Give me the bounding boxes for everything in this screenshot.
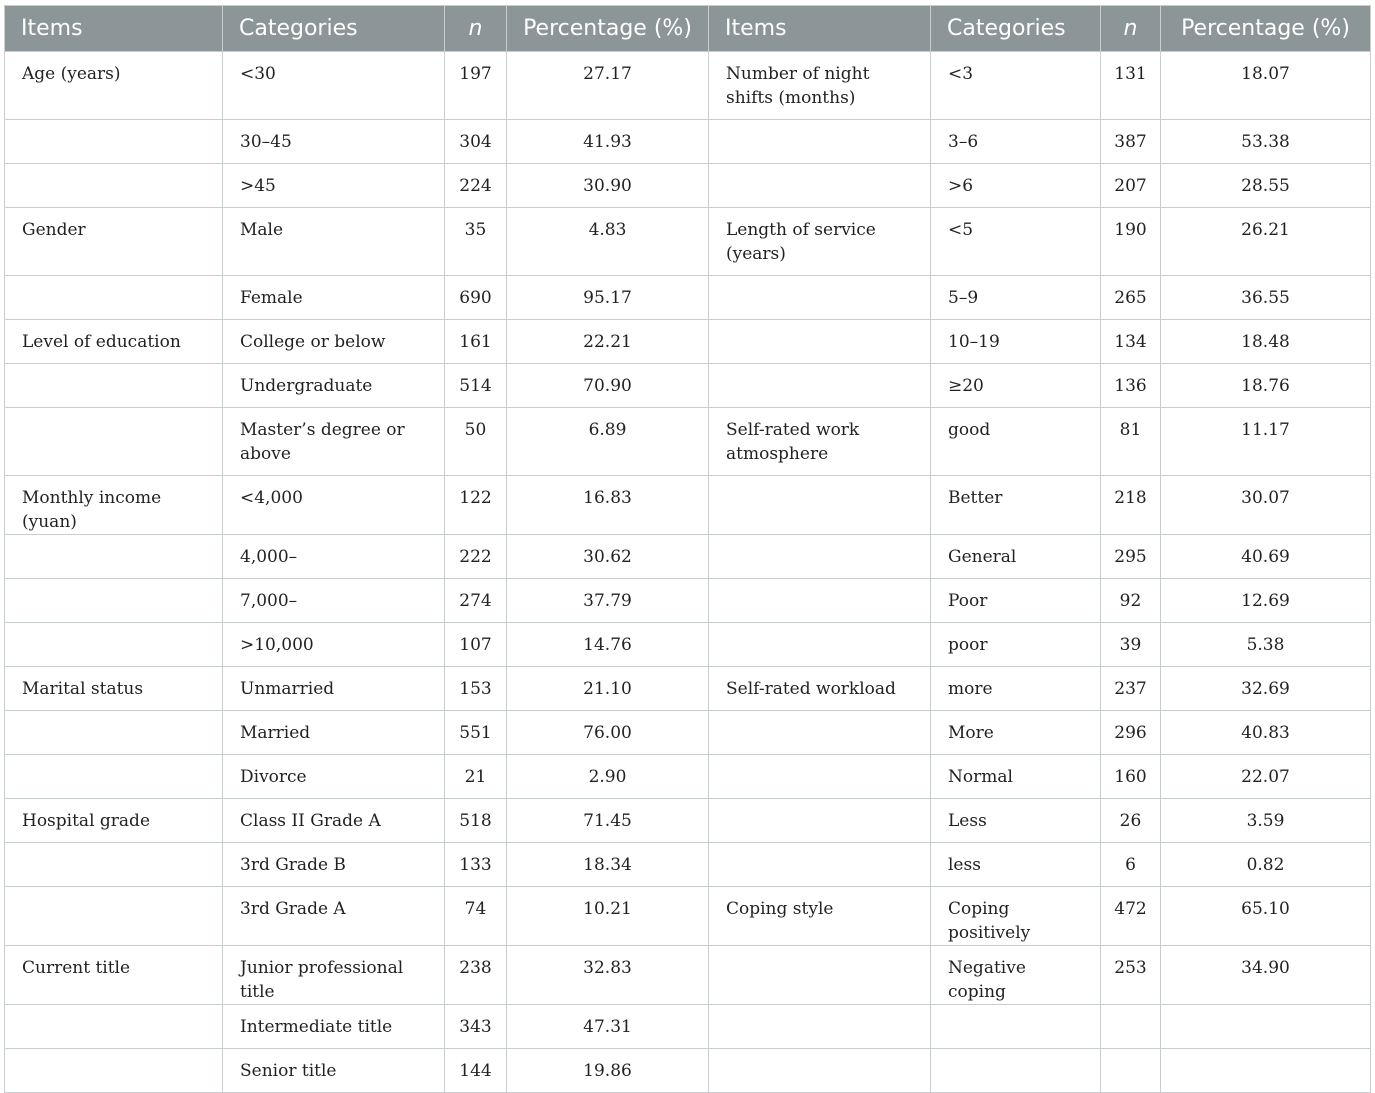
left-n-cell: 133 [445,843,507,887]
right-percentage-cell: 65.10 [1161,887,1371,946]
table-header [5,6,1371,52]
right-n-cell: 134 [1101,320,1161,364]
left-item-cell: Current title [5,946,223,1005]
table-row [5,52,1371,120]
right-percentage-cell: 18.07 [1161,52,1371,120]
left-n-cell: 343 [445,1005,507,1049]
right-item-cell [709,711,931,755]
left-category-cell: Master’s degree or above [223,408,445,476]
right-category-cell: less [931,843,1101,887]
table-row [5,755,1371,799]
right-n-cell: 218 [1101,476,1161,535]
left-category-cell: 7,000– [223,579,445,623]
left-category-cell: Senior title [223,1049,445,1093]
left-n-cell: 238 [445,946,507,1005]
left-n-cell: 690 [445,276,507,320]
left-category-cell: Intermediate title [223,1005,445,1049]
right-percentage-cell: 40.83 [1161,711,1371,755]
left-category-cell: Junior professional title [223,946,445,1005]
header-percentage-left: Percentage (%) [507,6,709,52]
left-category-cell: >45 [223,164,445,208]
right-n-cell: 39 [1101,623,1161,667]
left-n-cell: 274 [445,579,507,623]
left-category-cell: Unmarried [223,667,445,711]
left-percentage-cell: 22.21 [507,320,709,364]
right-item-cell [709,535,931,579]
left-percentage-cell: 19.86 [507,1049,709,1093]
table-row [5,843,1371,887]
left-item-cell [5,120,223,164]
right-category-cell: 3–6 [931,120,1101,164]
right-item-cell: Length of service (years) [709,208,931,276]
table-row [5,711,1371,755]
right-percentage-cell: 5.38 [1161,623,1371,667]
right-percentage-cell: 0.82 [1161,843,1371,887]
right-n-cell: 26 [1101,799,1161,843]
table-row [5,164,1371,208]
table-row [5,1049,1371,1093]
left-category-cell: 3rd Grade B [223,843,445,887]
left-item-cell [5,1005,223,1049]
left-percentage-cell: 21.10 [507,667,709,711]
left-n-cell: 304 [445,120,507,164]
left-item-cell: Monthly income (yuan) [5,476,223,535]
table-row [5,408,1371,476]
left-percentage-cell: 41.93 [507,120,709,164]
right-item-cell [709,946,931,1005]
right-item-cell [709,843,931,887]
right-percentage-cell: 32.69 [1161,667,1371,711]
left-item-cell: Age (years) [5,52,223,120]
right-percentage-cell: 3.59 [1161,799,1371,843]
left-n-cell: 161 [445,320,507,364]
left-category-cell: <30 [223,52,445,120]
table-row [5,1005,1371,1049]
left-category-cell: 30–45 [223,120,445,164]
left-item-cell [5,623,223,667]
left-item-cell: Hospital grade [5,799,223,843]
header-items-right: Items [709,6,931,52]
right-n-cell: 131 [1101,52,1161,120]
right-item-cell: Self-rated workload [709,667,931,711]
right-item-cell [709,320,931,364]
table-row [5,476,1371,535]
left-percentage-cell: 6.89 [507,408,709,476]
left-category-cell: Female [223,276,445,320]
left-item-cell [5,755,223,799]
table-body [5,52,1371,1093]
right-item-cell [709,579,931,623]
right-item-cell [709,120,931,164]
right-item-cell [709,164,931,208]
left-n-cell: 144 [445,1049,507,1093]
right-category-cell [931,1005,1101,1049]
right-n-cell: 265 [1101,276,1161,320]
table-row [5,887,1371,946]
right-n-cell: 190 [1101,208,1161,276]
header-row [5,6,1371,52]
right-percentage-cell [1161,1049,1371,1093]
left-percentage-cell: 16.83 [507,476,709,535]
left-category-cell: Divorce [223,755,445,799]
right-category-cell: more [931,667,1101,711]
right-n-cell: 253 [1101,946,1161,1005]
right-n-cell: 136 [1101,364,1161,408]
header-items-left: Items [5,6,223,52]
right-percentage-cell: 30.07 [1161,476,1371,535]
right-item-cell [709,364,931,408]
right-category-cell: <3 [931,52,1101,120]
left-n-cell: 74 [445,887,507,946]
left-percentage-cell: 30.62 [507,535,709,579]
right-n-cell: 295 [1101,535,1161,579]
left-n-cell: 122 [445,476,507,535]
table-row [5,535,1371,579]
left-n-cell: 153 [445,667,507,711]
left-category-cell: <4,000 [223,476,445,535]
left-item-cell: Gender [5,208,223,276]
right-category-cell: Better [931,476,1101,535]
left-item-cell [5,364,223,408]
left-item-cell [5,711,223,755]
left-category-cell: Undergraduate [223,364,445,408]
left-percentage-cell: 14.76 [507,623,709,667]
right-percentage-cell: 18.76 [1161,364,1371,408]
right-percentage-cell: 34.90 [1161,946,1371,1005]
left-category-cell: >10,000 [223,623,445,667]
table-row [5,579,1371,623]
right-item-cell [709,623,931,667]
table-row [5,120,1371,164]
left-item-cell [5,535,223,579]
left-item-cell [5,887,223,946]
right-category-cell: General [931,535,1101,579]
left-item-cell [5,1049,223,1093]
left-category-cell: 4,000– [223,535,445,579]
table-row [5,208,1371,276]
header-n-left: n [445,6,507,52]
right-n-cell [1101,1049,1161,1093]
right-percentage-cell: 53.38 [1161,120,1371,164]
table-container [4,5,1370,1093]
right-n-cell [1101,1005,1161,1049]
left-percentage-cell: 95.17 [507,276,709,320]
right-category-cell [931,1049,1101,1093]
left-n-cell: 21 [445,755,507,799]
right-item-cell [709,799,931,843]
table-row [5,667,1371,711]
left-item-cell [5,276,223,320]
left-percentage-cell: 2.90 [507,755,709,799]
left-n-cell: 197 [445,52,507,120]
right-category-cell: poor [931,623,1101,667]
left-category-cell: Class II Grade A [223,799,445,843]
right-item-cell [709,1049,931,1093]
right-category-cell: 10–19 [931,320,1101,364]
right-category-cell: >6 [931,164,1101,208]
left-n-cell: 551 [445,711,507,755]
right-percentage-cell: 28.55 [1161,164,1371,208]
right-n-cell: 207 [1101,164,1161,208]
right-percentage-cell: 11.17 [1161,408,1371,476]
left-percentage-cell: 32.83 [507,946,709,1005]
right-n-cell: 92 [1101,579,1161,623]
left-item-cell [5,408,223,476]
table-row [5,276,1371,320]
table-row [5,623,1371,667]
left-n-cell: 107 [445,623,507,667]
left-percentage-cell: 70.90 [507,364,709,408]
left-percentage-cell: 71.45 [507,799,709,843]
right-n-cell: 6 [1101,843,1161,887]
right-percentage-cell: 36.55 [1161,276,1371,320]
left-item-cell [5,843,223,887]
left-category-cell: Married [223,711,445,755]
left-item-cell [5,579,223,623]
right-category-cell: More [931,711,1101,755]
header-percentage-right: Percentage (%) [1161,6,1371,52]
right-category-cell: Coping positively [931,887,1101,946]
right-n-cell: 160 [1101,755,1161,799]
left-n-cell: 50 [445,408,507,476]
left-percentage-cell: 10.21 [507,887,709,946]
header-n-right: n [1101,6,1161,52]
right-n-cell: 237 [1101,667,1161,711]
table-row [5,364,1371,408]
right-category-cell: Normal [931,755,1101,799]
left-percentage-cell: 4.83 [507,208,709,276]
left-percentage-cell: 30.90 [507,164,709,208]
header-categories-right: Categories [931,6,1101,52]
left-n-cell: 224 [445,164,507,208]
right-category-cell: ≥20 [931,364,1101,408]
demographics-table [4,5,1371,1093]
left-n-cell: 514 [445,364,507,408]
left-n-cell: 518 [445,799,507,843]
right-percentage-cell [1161,1005,1371,1049]
left-percentage-cell: 18.34 [507,843,709,887]
right-percentage-cell: 22.07 [1161,755,1371,799]
right-item-cell: Number of night shifts (months) [709,52,931,120]
table-row [5,946,1371,1005]
left-n-cell: 222 [445,535,507,579]
header-categories-left: Categories [223,6,445,52]
right-n-cell: 296 [1101,711,1161,755]
right-n-cell: 387 [1101,120,1161,164]
right-item-cell [709,476,931,535]
right-item-cell: Self-rated work atmosphere [709,408,931,476]
table-row [5,799,1371,843]
right-item-cell: Coping style [709,887,931,946]
right-item-cell [709,276,931,320]
right-percentage-cell: 26.21 [1161,208,1371,276]
right-item-cell [709,755,931,799]
left-percentage-cell: 27.17 [507,52,709,120]
right-category-cell: Less [931,799,1101,843]
right-percentage-cell: 40.69 [1161,535,1371,579]
left-percentage-cell: 37.79 [507,579,709,623]
left-category-cell: Male [223,208,445,276]
right-category-cell: good [931,408,1101,476]
right-category-cell: Negative coping [931,946,1101,1005]
left-item-cell: Marital status [5,667,223,711]
left-category-cell: 3rd Grade A [223,887,445,946]
right-item-cell [709,1005,931,1049]
table-row [5,320,1371,364]
left-percentage-cell: 76.00 [507,711,709,755]
right-category-cell: 5–9 [931,276,1101,320]
left-category-cell: College or below [223,320,445,364]
left-percentage-cell: 47.31 [507,1005,709,1049]
right-n-cell: 472 [1101,887,1161,946]
right-category-cell: <5 [931,208,1101,276]
left-n-cell: 35 [445,208,507,276]
right-category-cell: Poor [931,579,1101,623]
left-item-cell [5,164,223,208]
right-percentage-cell: 18.48 [1161,320,1371,364]
right-percentage-cell: 12.69 [1161,579,1371,623]
right-n-cell: 81 [1101,408,1161,476]
left-item-cell: Level of education [5,320,223,364]
